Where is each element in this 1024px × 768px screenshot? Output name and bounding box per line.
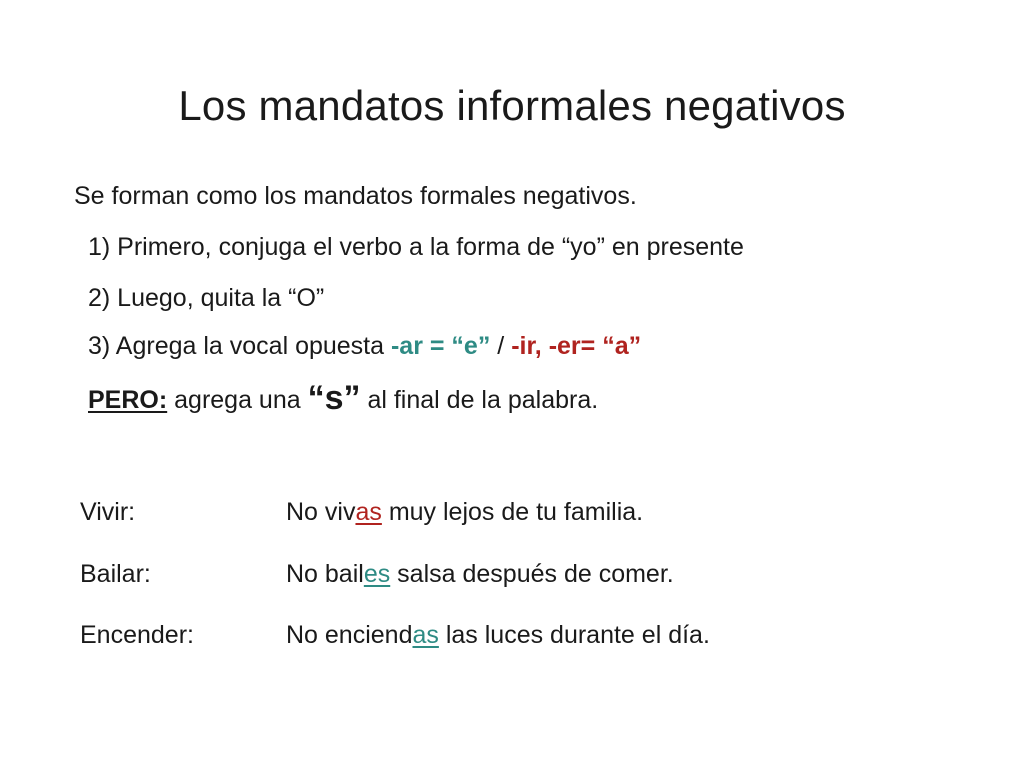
rule-separator: /	[490, 332, 512, 360]
pero-line	[88, 380, 598, 418]
example-vivir	[80, 494, 643, 530]
step-1: 1) Primero, conjuga el verbo a la forma de “yo” en presente	[88, 233, 744, 261]
step-2: 2) Luego, quita la “O”	[88, 284, 325, 312]
example-bailar	[80, 556, 674, 592]
example-verb: Encender:	[80, 621, 194, 649]
pero-text-before: agrega una	[167, 386, 308, 414]
sentence-start: No bail	[286, 560, 364, 588]
example-sentence	[286, 556, 674, 592]
example-sentence	[286, 617, 710, 653]
ir-er-rule: -ir, -er= “a”	[511, 332, 642, 360]
verb-ending: as	[355, 498, 382, 526]
slide-title: Los mandatos informales negativos	[178, 82, 846, 129]
pero-letter-s: “s”	[307, 379, 361, 417]
sentence-start: No viv	[286, 498, 356, 526]
example-verb: Vivir:	[80, 498, 136, 526]
sentence-rest: salsa después de comer.	[390, 560, 674, 588]
verb-ending: as	[412, 621, 439, 649]
pero-text-after: al final de la palabra.	[360, 386, 599, 414]
sentence-rest: las luces durante el día.	[438, 621, 710, 649]
verb-ending: es	[363, 560, 391, 588]
sentence-start: No enciend	[286, 621, 413, 649]
step-3-prefix: 3) Agrega la vocal opuesta	[88, 332, 391, 360]
pero-label: PERO:	[88, 386, 168, 414]
example-sentence	[286, 494, 643, 530]
example-encender	[80, 617, 710, 653]
step-3	[88, 328, 641, 364]
sentence-rest: muy lejos de tu familia.	[381, 498, 644, 526]
example-verb: Bailar:	[80, 560, 151, 588]
intro-text: Se forman como los mandatos formales negativos.	[74, 182, 637, 210]
ar-rule: -ar = “e”	[390, 332, 491, 360]
